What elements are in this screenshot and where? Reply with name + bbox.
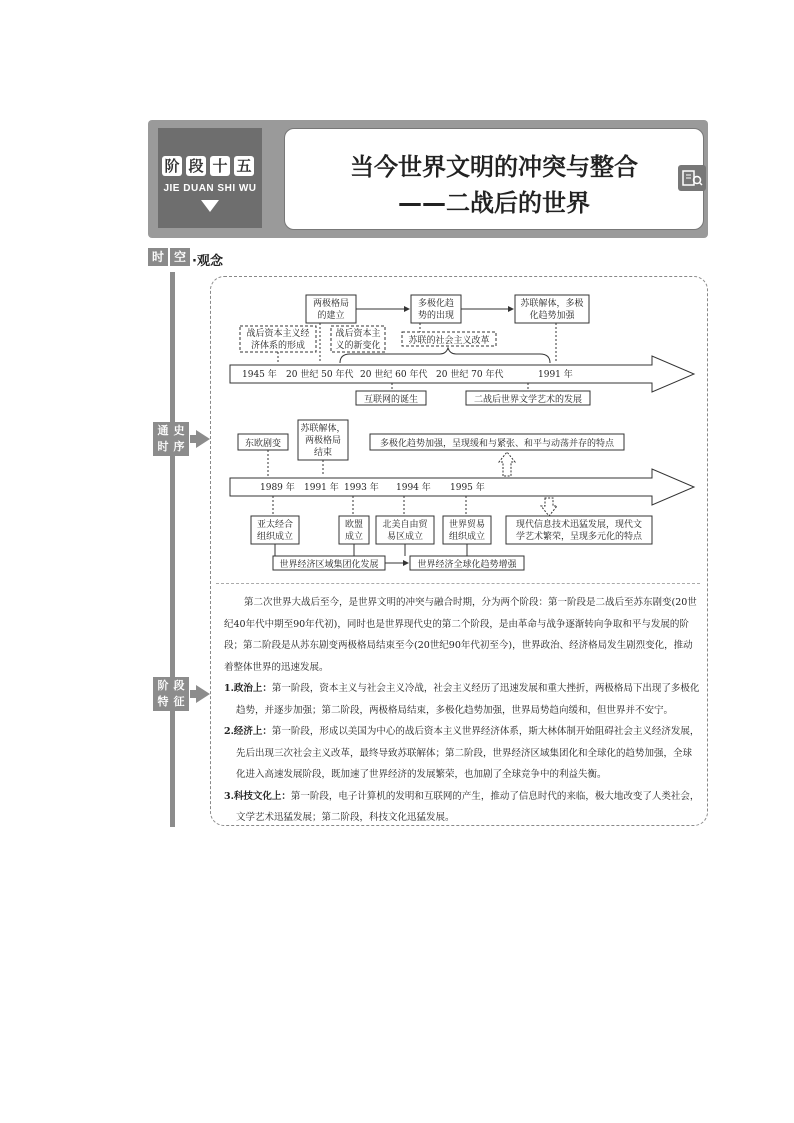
box-text: 二战后世界文学艺术的发展	[473, 395, 583, 405]
stage-features	[224, 592, 700, 829]
section-square: 时	[148, 248, 168, 266]
feature-text: 第一阶段，形成以美国为中心的战后资本主义世界经济体系，斯大林体制开始阻碍社会主义经济发展，先后出现三次社会主义改革，最终导致苏联解体；第二阶段，世界经济区域集团化和全球化的趋势加强，全球化进入高速发展阶段，既加速了世界经济的发展繁荣，也加剧了全球竞争中的利益失衡。	[236, 726, 700, 780]
timeline-label: 20 世纪 60 年代	[360, 370, 428, 380]
hollow-down-arrow	[541, 498, 557, 516]
tag-char: 特	[157, 695, 169, 708]
box-text: 两极格局	[312, 299, 350, 309]
box-text: 苏联的社会主义改革	[408, 336, 490, 346]
section-square: 空	[170, 248, 190, 266]
hollow-up-arrow	[499, 452, 515, 476]
box-text: 组织成立	[448, 532, 486, 542]
tag-char: 通	[157, 424, 169, 437]
box-text: 战后资本主义经	[246, 329, 310, 339]
box-text: 欧盟	[344, 520, 364, 530]
badge-char: 十	[210, 156, 230, 176]
box-text: 世界贸易	[448, 520, 486, 530]
box-text: 世界经济区域集团化发展	[279, 560, 379, 570]
box-text: 战后资本主	[335, 329, 381, 339]
timeline-label: 1945 年	[242, 370, 277, 380]
box-text: 互联网的诞生	[363, 395, 419, 405]
tag-char: 时	[157, 440, 169, 453]
box-text: 多极化趋势加强，呈现缓和与紧张、和平与动荡并存的特点	[379, 439, 615, 449]
timeline-label: 20 世纪 50 年代	[286, 370, 354, 380]
tag-char: 序	[173, 440, 185, 453]
box-text: 两极格局	[304, 436, 342, 446]
timeline-label: 1989 年	[260, 483, 295, 493]
feature-item	[224, 678, 700, 721]
box-text: 易区成立	[386, 532, 424, 542]
section-label: ·观念	[192, 254, 223, 269]
feature-item	[224, 721, 700, 786]
tag-char: 征	[173, 695, 185, 708]
timeline-label: 1991 年	[538, 370, 573, 380]
feature-head: 1.政治上：	[224, 683, 272, 694]
box-text: 义的新变化	[335, 341, 381, 351]
tag-features	[153, 677, 189, 711]
feature-text: 第一阶段，电子计算机的发明和互联网的产生，推动了信息时代的来临，极大地改变了人类社会，文学艺术迅猛发展；第二阶段，科技文化迅猛发展。	[236, 790, 700, 823]
box-text: 济体系的形成	[250, 341, 306, 351]
box-text: 学艺术繁荣，呈现多元化的特点	[515, 532, 643, 542]
feature-item	[224, 786, 700, 829]
badge-subtitle: JIE DUAN SHI WU	[163, 183, 257, 194]
arrow-right-icon	[196, 685, 210, 703]
box-text: 苏联解体，多极	[520, 299, 584, 309]
timeline-label: 1991 年	[304, 483, 339, 493]
box-text: 亚太经合	[256, 520, 294, 530]
box-text: 结束	[313, 448, 333, 458]
badge-char: 阶	[162, 156, 182, 176]
tag-char: 段	[173, 679, 185, 692]
timeline-label: 20 世纪 70 年代	[436, 370, 504, 380]
box-text: 组织成立	[256, 532, 294, 542]
box-text: 东欧剧变	[244, 439, 282, 449]
box-text: 现代信息技术迅猛发展，现代文	[515, 520, 643, 530]
timeline-label: 1995 年	[450, 483, 485, 493]
box-text: 的建立	[317, 311, 345, 321]
badge-char: 段	[186, 156, 206, 176]
tag-char: 史	[173, 424, 185, 437]
features-intro: 第二次世界大战后至今，是世界文明的冲突与融合时期，分为两个阶段：第一阶段是二战后至苏东剧变(20世纪40年代中期至90年代初)，同时也是世界现代史的第二个阶段，是由革命与战争逐渐转向争取和平与发展的阶段；第二阶段是从苏东剧变两极格局结束至今(20世纪90年代初至今)，世界政治、经济格局发生剧烈变化，推动着整体世界的迅速发展。	[224, 597, 697, 673]
box-text: 世界经济全球化趋势增强	[417, 560, 517, 570]
box-text: 势的出现	[417, 311, 455, 321]
timeline-label: 1994 年	[396, 483, 431, 493]
page-title: 当今世界文明的冲突与整合	[350, 153, 638, 181]
badge-char: 五	[234, 156, 254, 176]
feature-text: 第一阶段，资本主义与社会主义冷战，社会主义经历了迅速发展和重大挫折，两极格局下出现了多极化趋势，并逐步加强；第二阶段，两极格局结束，多极化趋势加强，世界局势趋向缓和，但世界并不安宁。	[236, 683, 700, 716]
box-text: 成立	[344, 532, 364, 542]
page-subtitle: ——二战后的世界	[398, 189, 590, 217]
box-text: 北美自由贸	[382, 520, 428, 530]
timeline-label: 1993 年	[344, 483, 379, 493]
feature-head: 3.科技文化上：	[224, 790, 291, 802]
box-text: 苏联解体，	[300, 424, 346, 434]
tag-char: 阶	[157, 679, 169, 692]
feature-head: 2.经济上：	[224, 726, 272, 737]
box-text: 多极化趋	[417, 299, 455, 309]
box-text: 化趋势加强	[529, 311, 575, 321]
